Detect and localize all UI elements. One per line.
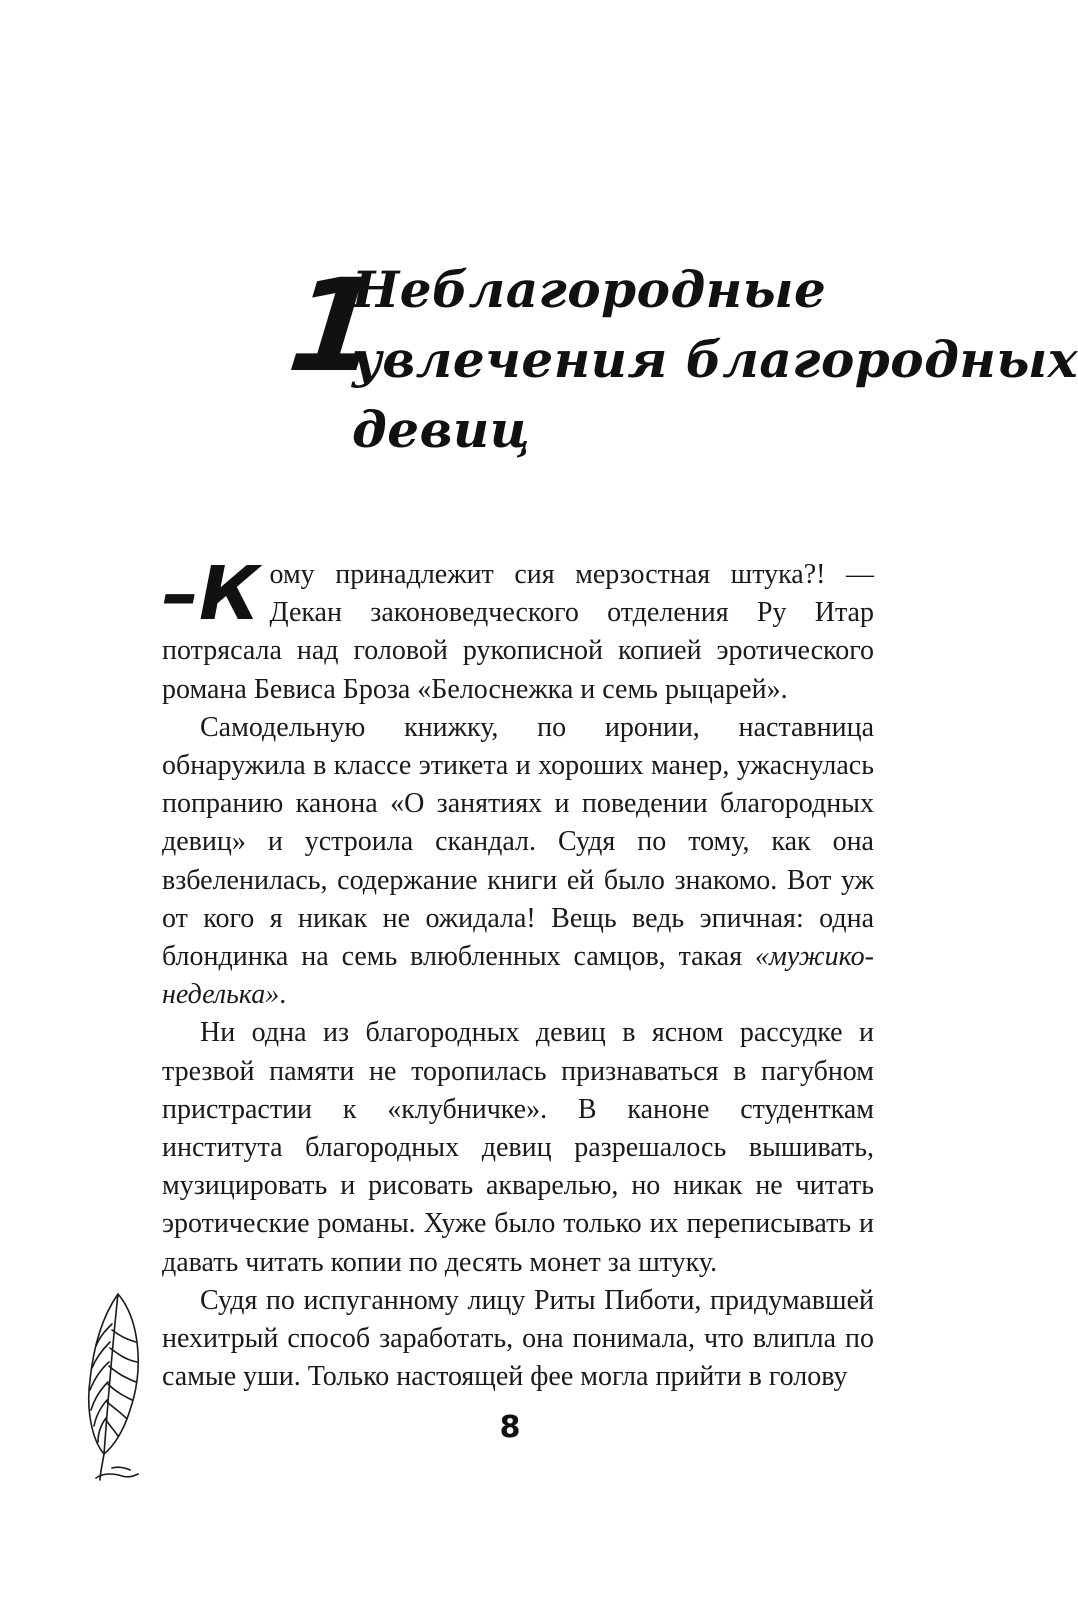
paragraph-text: Самодельную книжку, по иронии, наставница обнаружила в классе этикета и хороших манер, ужаснулась попранию канона «О занятиях и поведении благородных девиц» и устроила скандал. Судя по тому, как она взбеленилась, содержание книги ей было знакомо. Вот уж от кого я никак не ожидала! Вещь ведь эпичная: одна блондинка на семь влюбленных самцов, такая xyxy=(162,711,874,973)
chapter-number: 1 xyxy=(282,252,387,401)
paragraph xyxy=(162,1014,874,1281)
paragraph-text: ому принадлежит сия мерзостная штука?! — Декан законоведческого отделения Ру Итар потрясала над головой рукописной копией эротического романа Бевиса Броза «Белоснежка и семь рыцарей». xyxy=(162,559,874,705)
chapter-title-line-2: увлечения благородных xyxy=(352,330,1078,389)
chapter-title xyxy=(352,255,1078,465)
chapter-heading xyxy=(282,252,1078,465)
paragraph xyxy=(162,709,874,1015)
feather-icon xyxy=(82,1290,154,1486)
chapter-text xyxy=(162,551,874,1396)
emphasis-text: «мужико-неделька» xyxy=(162,941,874,1011)
paragraph xyxy=(162,551,874,709)
page-number: 8 xyxy=(499,1410,521,1445)
paragraph-end: . xyxy=(279,979,287,1011)
drop-cap: –К xyxy=(162,551,260,637)
chapter-title-line-3: девиц xyxy=(352,400,531,459)
paragraph-text: Судя по испуганному лицу Риты Пиботи, придумавшей нехитрый способ заработать, она понимала, что влипла по самые уши. Только настоящей фее могла прийти в голову xyxy=(162,1284,874,1393)
paragraph xyxy=(162,1282,874,1397)
chapter-title-line-1: Неблагородные xyxy=(352,260,827,319)
paragraph-text: Ни одна из благородных девиц в ясном рассудке и трезвой памяти не торопилась признаваться в пагубном пристрастии к «клубничке». В каноне студенткам института благородных девиц разрешалось вышивать, музицировать и рисовать акварелью, но никак не читать эротические романы. Хуже было только их переписывать и давать читать копии по десять монет за штуку. xyxy=(162,1017,874,1278)
